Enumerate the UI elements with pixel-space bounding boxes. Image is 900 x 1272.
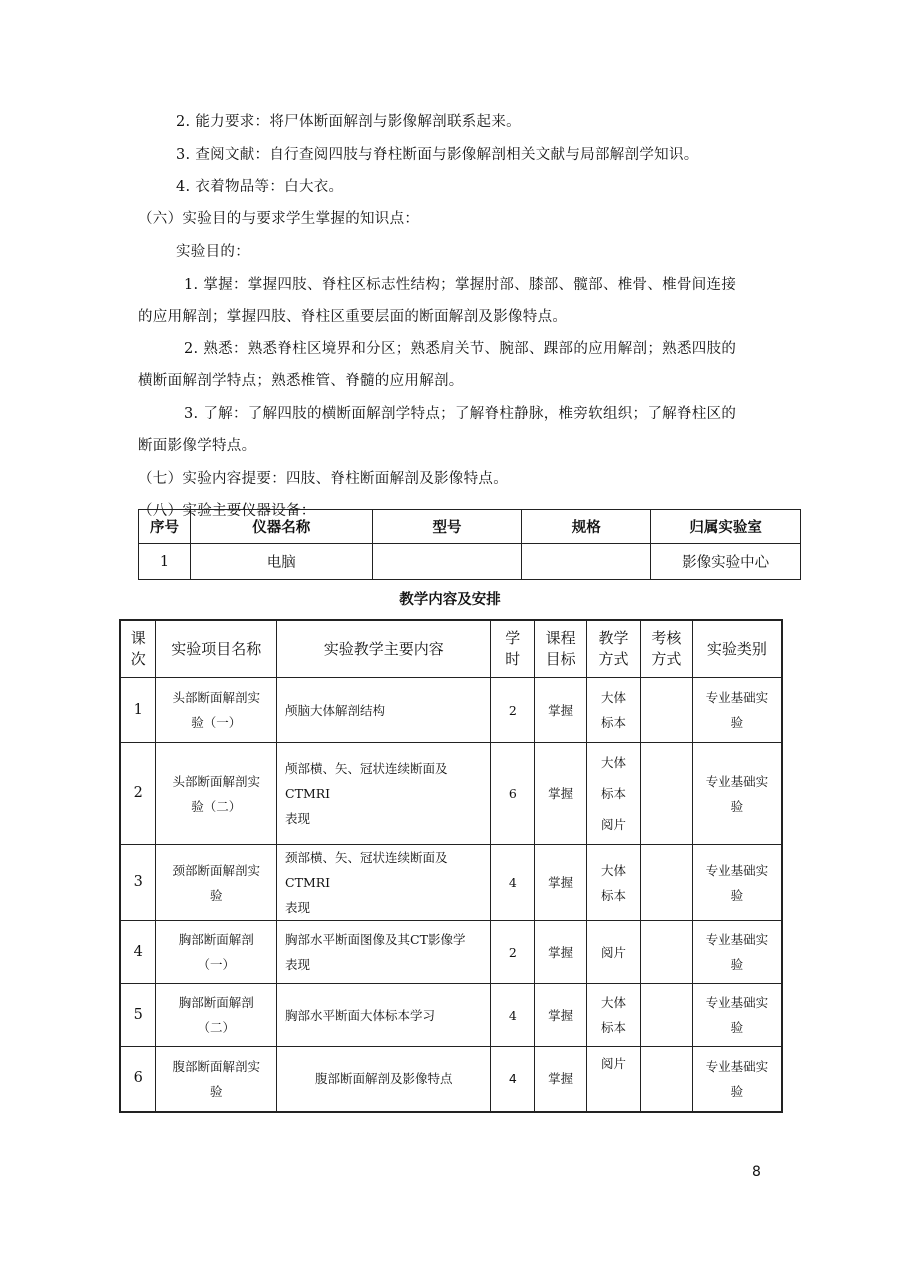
header-assessment: 考核 方式: [640, 620, 692, 678]
paragraph-understand-1: 3. 了解：了解四肢的横断面解剖学特点；了解脊柱静脉，椎旁软组织；了解脊柱区的: [184, 406, 737, 422]
cell-hours: 6: [491, 743, 535, 845]
cell-hours: 4: [491, 1047, 535, 1112]
header-session: 课 次: [120, 620, 156, 678]
cell-category: 专业基础实 验: [692, 845, 782, 921]
cell-method: 大体 标本 阅片: [587, 743, 641, 845]
cell-session-no: 3: [120, 845, 156, 921]
cell-project-name: 头部断面解剖实 验（一）: [156, 678, 277, 743]
paragraph-objective-label: 实验目的：: [176, 244, 250, 260]
equipment-table: [138, 509, 801, 580]
schedule-table: [119, 619, 783, 1113]
cell-assessment: [640, 678, 692, 743]
equipment-header-row: [139, 510, 801, 544]
cell-method: 大体 标本: [587, 984, 641, 1047]
cell-assessment: [640, 1047, 692, 1112]
cell-goal: 掌握: [535, 845, 587, 921]
schedule-caption: 教学内容及安排: [399, 592, 501, 608]
schedule-header-row: [120, 620, 782, 678]
cell-content: 胸部水平断面大体标本学习: [277, 984, 491, 1047]
cell-goal: 掌握: [535, 984, 587, 1047]
header-category: 实验类别: [692, 620, 782, 678]
table-row: [120, 984, 782, 1047]
header-teaching-method: 教学 方式: [587, 620, 641, 678]
cell-category: 专业基础实 验: [692, 743, 782, 845]
paragraph-clothing: 4. 衣着物品等：白大衣。: [176, 179, 344, 195]
page-number: 8: [752, 1164, 761, 1180]
cell-project-name: 胸部断面解剖 （二）: [156, 984, 277, 1047]
cell-goal: 掌握: [535, 678, 587, 743]
header-spec: 规格: [522, 510, 651, 544]
header-index: 序号: [139, 510, 191, 544]
cell-category: 专业基础实 验: [692, 678, 782, 743]
cell-category: 专业基础实 验: [692, 1047, 782, 1112]
header-instrument-name: 仪器名称: [190, 510, 372, 544]
cell-session-no: 1: [120, 678, 156, 743]
cell-hours: 4: [491, 984, 535, 1047]
paragraph-literature: 3. 查阅文献：自行查阅四肢与脊柱断面与影像解剖相关文献与局部解剖学知识。: [176, 147, 699, 163]
cell-project-name: 头部断面解剖实 验（二）: [156, 743, 277, 845]
cell-project-name: 颈部断面解剖实 验: [156, 845, 277, 921]
heading-section-6: （六）实验目的与要求学生掌握的知识点：: [138, 211, 420, 227]
header-hours: 学 时: [491, 620, 535, 678]
table-row: [120, 921, 782, 984]
header-project-name: 实验项目名称: [156, 620, 277, 678]
cell-content: 腹部断面解剖及影像特点: [277, 1047, 491, 1112]
cell-session-no: 4: [120, 921, 156, 984]
cell-method: 大体 标本: [587, 845, 641, 921]
cell-project-name: 腹部断面解剖实 验: [156, 1047, 277, 1112]
paragraph-master-1: 1. 掌握：掌握四肢、脊柱区标志性结构；掌握肘部、膝部、髋部、椎骨、椎骨间连接: [184, 277, 737, 293]
header-course-goal: 课程 目标: [535, 620, 587, 678]
cell-assessment: [640, 921, 692, 984]
cell-goal: 掌握: [535, 743, 587, 845]
cell-project-name: 胸部断面解剖 （一）: [156, 921, 277, 984]
table-row: [120, 743, 782, 845]
cell-category: 专业基础实 验: [692, 984, 782, 1047]
cell-hours: 2: [491, 678, 535, 743]
cell-lab: 影像实验中心: [651, 544, 801, 580]
cell-assessment: [640, 743, 692, 845]
cell-session-no: 2: [120, 743, 156, 845]
cell-assessment: [640, 984, 692, 1047]
paragraph-familiar-2: 横断面解剖学特点；熟悉椎管、脊髓的应用解剖。: [138, 373, 464, 389]
cell-hours: 4: [491, 845, 535, 921]
header-model: 型号: [372, 510, 522, 544]
table-row: [139, 544, 801, 580]
table-row: [120, 678, 782, 743]
header-lab: 归属实验室: [651, 510, 801, 544]
cell-method: 大体 标本: [587, 678, 641, 743]
cell-instrument-name: 电脑: [190, 544, 372, 580]
cell-content: 颈部横、矢、冠状连续断面及CTMRI 表现: [277, 845, 491, 921]
table-row: [120, 845, 782, 921]
heading-section-8: （八）实验主要仪器设备：: [138, 503, 316, 519]
cell-goal: 掌握: [535, 1047, 587, 1112]
cell-assessment: [640, 845, 692, 921]
cell-content: 颅部横、矢、冠状连续断面及CTMRI 表现: [277, 743, 491, 845]
cell-method: 阅片: [587, 1047, 641, 1112]
paragraph-familiar-1: 2. 熟悉：熟悉脊柱区境界和分区；熟悉肩关节、腕部、踝部的应用解剖；熟悉四肢的: [184, 341, 737, 357]
cell-content: 颅脑大体解剖结构: [277, 678, 491, 743]
cell-method: 阅片: [587, 921, 641, 984]
heading-section-7: （七）实验内容提要：四肢、脊柱断面解剖及影像特点。: [138, 471, 508, 487]
cell-goal: 掌握: [535, 921, 587, 984]
table-row: [120, 1047, 782, 1112]
cell-spec: [522, 544, 651, 580]
paragraph-ability: 2. 能力要求：将尸体断面解剖与影像解剖联系起来。: [176, 114, 521, 130]
cell-hours: 2: [491, 921, 535, 984]
header-main-content: 实验教学主要内容: [277, 620, 491, 678]
cell-model: [372, 544, 522, 580]
cell-index: 1: [139, 544, 191, 580]
paragraph-master-2: 的应用解剖；掌握四肢、脊柱区重要层面的断面解剖及影像特点。: [138, 309, 568, 325]
paragraph-understand-2: 断面影像学特点。: [138, 438, 257, 454]
cell-session-no: 5: [120, 984, 156, 1047]
cell-category: 专业基础实 验: [692, 921, 782, 984]
cell-session-no: 6: [120, 1047, 156, 1112]
cell-content: 胸部水平断面图像及其CT影像学 表现: [277, 921, 491, 984]
